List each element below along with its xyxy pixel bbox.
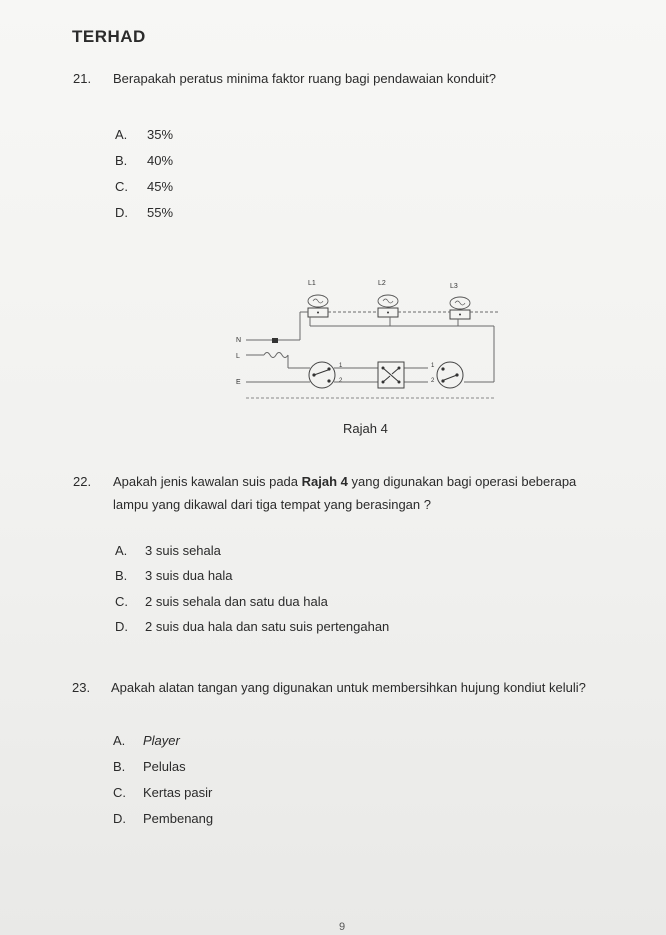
terminal-label: 2 [339, 378, 343, 384]
question-21-text: Berapakah peratus minima faktor ruang bagi pendawaian konduit? [113, 71, 497, 86]
q22-option-b-letter: B. [115, 568, 128, 583]
q22-option-a-text: 3 suis sehala [145, 543, 221, 558]
q21-option-c-letter: C. [115, 179, 128, 194]
terminal-label: 2 [431, 378, 435, 384]
question-22-number: 22. [73, 474, 92, 489]
q21-option-d-letter: D. [115, 205, 128, 220]
figure-caption: Rajah 4 [343, 421, 388, 436]
wiring [246, 312, 500, 398]
q22-option-b-text: 3 suis dua hala [145, 568, 233, 583]
question-22-text-line2: lampu yang dikawal dari tiga tempat yang berasingan ? [113, 497, 431, 512]
question-23-number: 23. [72, 680, 91, 695]
terminal-label: 1 [339, 363, 343, 369]
q21-option-b-letter: B. [115, 153, 128, 168]
q21-option-a-letter: A. [115, 127, 128, 142]
supply-label-n: N [236, 337, 242, 344]
lamp-label-l2: L2 [378, 280, 386, 287]
q22-option-c-text: 2 suis sehala dan satu dua hala [145, 594, 328, 609]
q22-option-c-letter: C. [115, 594, 128, 609]
question-21-number: 21. [73, 71, 92, 86]
q22-option-d-letter: D. [115, 619, 128, 634]
q23-option-c-letter: C. [113, 785, 126, 800]
intermediate-switch-icon [378, 362, 404, 388]
question-22-text-line1: Apakah jenis kawalan suis pada Rajah 4 yang digunakan bagi operasi beberapa [113, 474, 577, 489]
lamp-icon [450, 297, 470, 309]
lamp-label-l3: L3 [450, 283, 458, 290]
lamp-icon [308, 295, 328, 307]
lamp-label-l1: L1 [308, 280, 316, 287]
q23-option-a-letter: A. [113, 733, 126, 748]
lamp-icon [378, 295, 398, 307]
circuit-diagram [228, 268, 508, 410]
terminal-label: 1 [431, 363, 435, 369]
q23-option-d-text: Pembenang [143, 811, 214, 826]
q22-option-a-letter: A. [115, 543, 128, 558]
q21-option-c-text: 45% [147, 179, 174, 194]
page-number: 9 [339, 921, 346, 933]
q23-option-d-letter: D. [113, 811, 126, 826]
supply-label-e: E [236, 379, 241, 386]
q23-option-b-letter: B. [113, 759, 126, 774]
q21-option-d-text: 55% [147, 205, 174, 220]
q21-option-b-text: 40% [147, 153, 174, 168]
supply-label-l: L [236, 353, 240, 360]
figure-reference: Rajah 4 [301, 474, 348, 489]
two-way-switch-icon [309, 362, 335, 388]
question-23-text: Apakah alatan tangan yang digunakan untuk membersihkan hujung kondiut keluli? [111, 680, 586, 695]
q23-option-b-text: Pelulas [143, 759, 186, 774]
two-way-switch-icon [437, 362, 463, 388]
q22-option-d-text: 2 suis dua hala dan satu suis pertengahan [145, 619, 390, 634]
q23-option-c-text: Kertas pasir [143, 785, 213, 800]
page-header: TERHAD [72, 27, 146, 46]
q21-option-a-text: 35% [147, 127, 174, 142]
fuse-icon [272, 338, 278, 343]
q23-option-a-text: Player [143, 733, 180, 748]
